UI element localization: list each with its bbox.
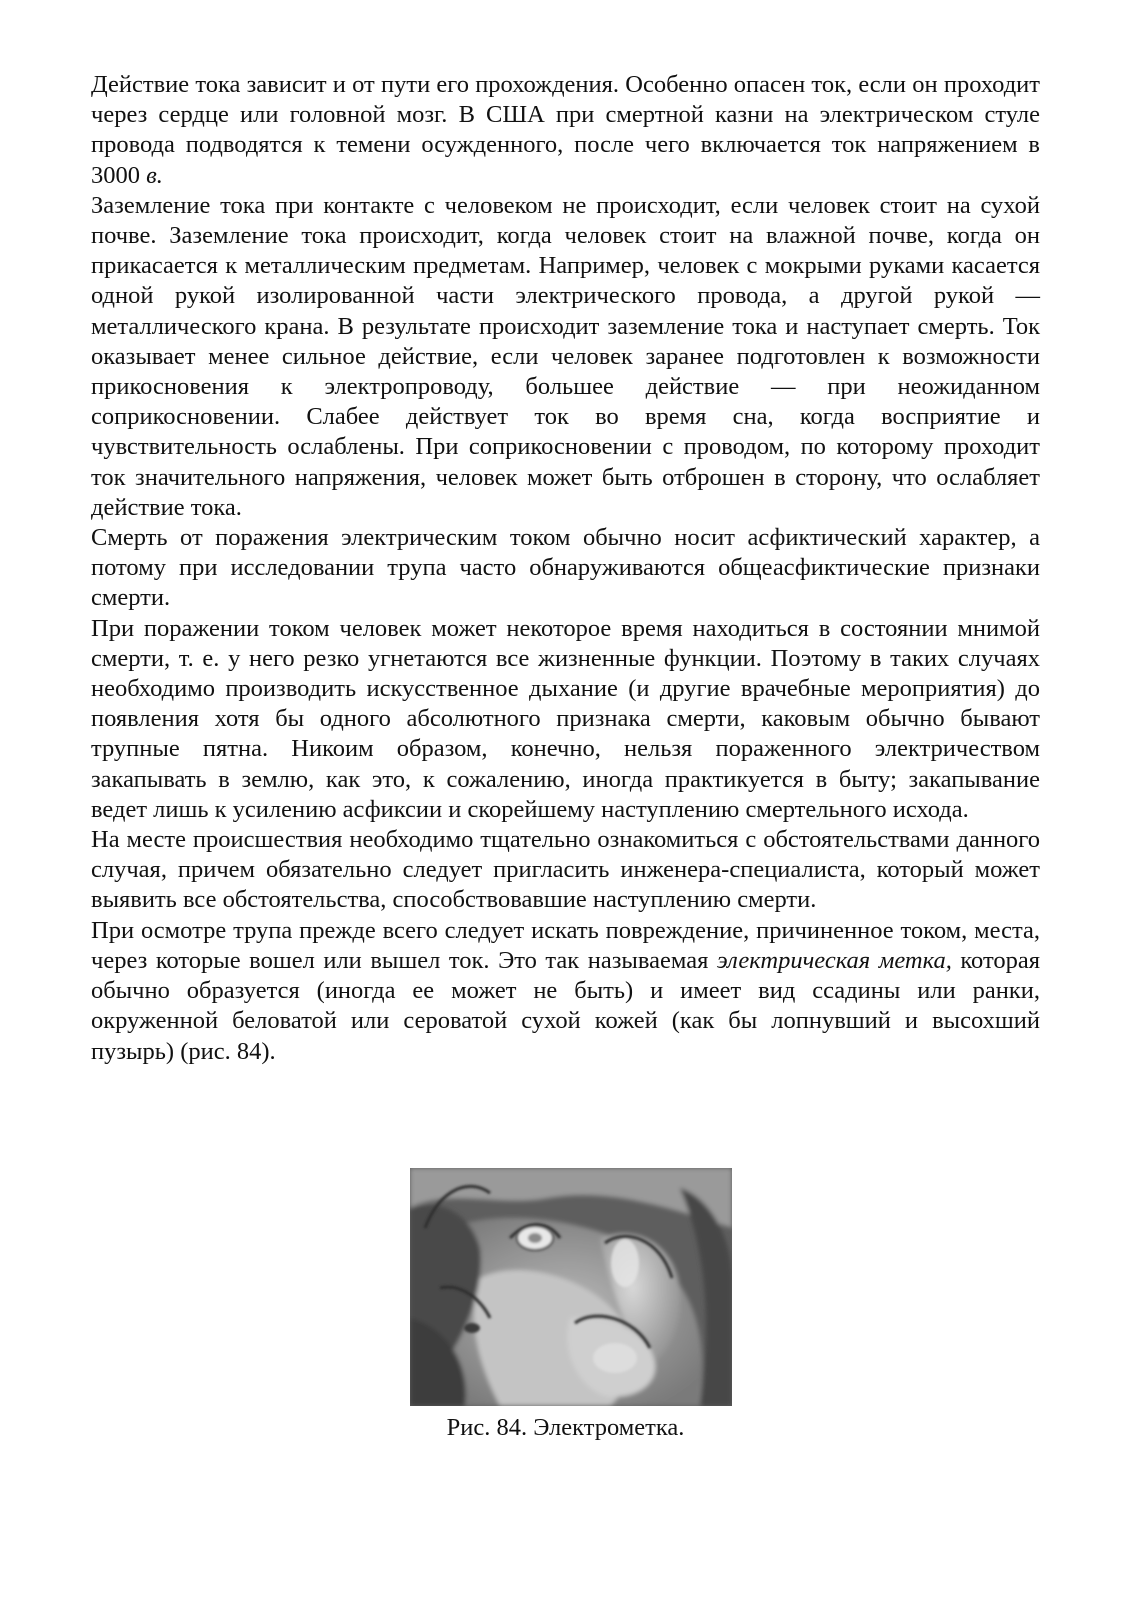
paragraph-2-text: Заземление тока при контакте с человеком не происходит, если человек стоит на сухой почве. Заземление тока происходит, когда человек стоит на влажной почве, когда он прикасается к металлическим предметам. Например, человек с мокрыми руками касается одной рукой изолированной части электрического провода, а другой рукой — металлического крана. В результате происходит заземление тока и наступает смерть. Ток оказывает менее сильное действие, если человек заранее подготовлен к возможности прикосновения к электропроводу, большее действие — при неожиданном соприкосновении. Слабее действует ток во время сна, когда восприятие и чувствительность ослаблены. При соприкосновении с проводом, по которому проходит ток значительного напряжения, человек может быть отброшен в сторону, что ослабляет действие тока. [91, 191, 1040, 521]
paragraph-5 [91, 825, 1040, 916]
paragraph-4-text: При поражении током человек может некоторое время находиться в состоянии мнимой смерти, т. е. у него резко угнетаются все жизненные функции. Поэтому в таких случаях необходимо производить искусственное дыхание (и другие врачебные мероприятия) до появления хотя бы одного абсолютного признака смерти, каковым обычно бывают трупные пятна. Никоим образом, конечно, нельзя пораженного электричеством закапывать в землю, как это, к сожалению, иногда практикуется в быту; закапывание ведет лишь к усилению асфиксии и скорейшему наступлению смертельного исхода. [91, 614, 1040, 823]
paragraph-3 [91, 523, 1040, 614]
paragraph-2 [91, 191, 1040, 523]
paragraph-6-italic-term: электрическая метка, [716, 946, 952, 974]
paragraph-5-text: На месте происшествия необходимо тщательно ознакомиться с обстоятельствами данного случая, причем обязательно следует пригласить инженера-специалиста, который может выявить все обстоятельства, способствовавшие наступлению смерти. [91, 826, 1040, 914]
figure-caption: Рис. 84. Электрометка. [446, 1414, 685, 1441]
paragraph-3-text: Смерть от поражения электрическим током обычно носит асфиктический характер, а потому при исследовании трупа часто обнаруживаются общеасфиктические признаки смерти. [91, 524, 1040, 612]
paragraph-1 [91, 70, 1040, 191]
figure-photo [410, 1168, 732, 1406]
paragraph-6-text-end: которая обычно образуется (иногда ее может не быть) и имеет вид ссадины или ранки, окруженной беловатой или сероватой сухой кожей (как бы лопнувший и высохший пузырь) (рис. 84). [91, 946, 1040, 1065]
paragraph-6-text-start: При осмотре трупа прежде всего следует искать повреждение, причиненное током, места, через которые вошел или вышел ток. Это так называемая [91, 916, 1040, 974]
paragraph-6 [91, 916, 1040, 1067]
paragraph-4 [91, 614, 1040, 825]
document-body [91, 70, 1040, 1067]
paragraph-1-text: Действие тока зависит и от пути его прохождения. Особенно опасен ток, если он проходит через сердце или головной мозг. В США при смертной казни на электрическом стуле провода подводятся к темени осужденного, после чего включается ток напряжением в 3000 [91, 71, 1040, 189]
paragraph-1-italic: в. [146, 161, 163, 189]
hand-photo-illustration [410, 1168, 732, 1406]
